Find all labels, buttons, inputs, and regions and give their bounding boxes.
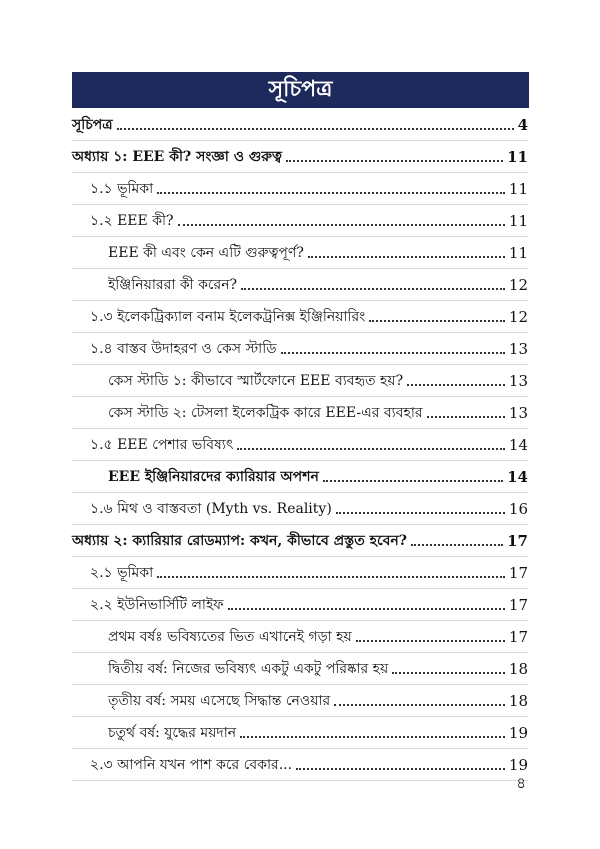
toc-leader-dots (392, 671, 505, 674)
toc-entry[interactable] (90, 564, 528, 582)
toc-row-divider (72, 620, 528, 621)
toc-entry-label: কেস স্টাডি ১: কীভাবে স্মার্টফোনে EEE ব্যবহৃত হয়? (108, 373, 404, 389)
toc-row-divider (72, 652, 528, 653)
toc-entry[interactable] (90, 212, 528, 230)
toc-entry[interactable] (108, 724, 528, 742)
toc-entry-label: EEE কী এবং কেন এটি গুরুত্বপূর্ণ? (108, 245, 304, 261)
toc-row-divider (72, 588, 528, 589)
toc-entry[interactable] (90, 596, 528, 614)
toc-entry[interactable] (90, 340, 528, 358)
toc-entry-page: 17 (508, 564, 528, 582)
toc-row-divider (72, 492, 528, 493)
toc-row-divider (72, 268, 528, 269)
toc-row-divider (72, 204, 528, 205)
toc-entry[interactable] (90, 500, 528, 518)
toc-entry[interactable] (108, 276, 528, 294)
toc-entry[interactable] (108, 468, 528, 486)
toc-entry-page: 17 (508, 596, 528, 614)
toc-entry-page: 4 (517, 116, 528, 134)
toc-entry-page: 16 (508, 500, 528, 518)
toc-row-divider (72, 236, 528, 237)
toc-row-divider (72, 172, 528, 173)
toc-entry-label: ১.৩ ইলেকট্রিক্যাল বনাম ইলেকট্রনিক্স ইঞ্জিনিয়ারিং (90, 309, 366, 325)
toc-entry-page: 19 (508, 724, 528, 742)
toc-entry-page: 19 (508, 756, 528, 774)
toc-row-divider (72, 332, 528, 333)
toc-entry[interactable] (90, 756, 528, 774)
toc-entry-page: 11 (508, 212, 528, 230)
toc-entry[interactable] (108, 628, 528, 646)
page-number: ৪ (516, 774, 526, 792)
toc-entry-label: ১.৬ মিথ ও বাস্তবতা (Myth vs. Reality) (90, 501, 332, 517)
toc-header (72, 72, 529, 108)
toc-leader-dots (157, 191, 505, 194)
toc-entry-page: 17 (508, 628, 528, 646)
toc-leader-dots (228, 607, 505, 610)
toc-row-divider (72, 780, 528, 781)
toc-entry[interactable] (108, 404, 528, 422)
toc-leader-dots (411, 543, 503, 546)
toc-leader-dots (178, 223, 505, 226)
toc-entry-page: 12 (508, 276, 528, 294)
toc-leader-dots (427, 415, 505, 418)
toc-leader-dots (336, 511, 505, 514)
toc-leader-dots (117, 127, 514, 130)
toc-entry-label: চতুর্থ বর্ষ: যুদ্ধের ময়দান (108, 725, 237, 741)
toc-entry-label: তৃতীয় বর্ষ: সময় এসেছে সিদ্ধান্ত নেওয়ার (108, 693, 331, 709)
toc-entry-page: 13 (508, 340, 528, 358)
toc-entry[interactable] (108, 692, 528, 710)
toc-row-divider (72, 524, 528, 525)
toc-leader-dots (323, 479, 503, 482)
toc-leader-dots (237, 447, 505, 450)
toc-title: সূচিপত্র (268, 76, 333, 102)
toc-leader-dots (240, 735, 505, 738)
toc-leader-dots (241, 287, 505, 290)
toc-entry-label: EEE ইঞ্জিনিয়ারদের ক্যারিয়ার অপশন (108, 469, 319, 485)
toc-leader-dots (334, 703, 505, 706)
toc-entry-label: কেস স্টাডি ২: টেসলা ইলেকট্রিক কারে EEE-এর ব্যবহার (108, 405, 423, 421)
toc-entry-label: অধ্যায় ২: ক্যারিয়ার রোডম্যাপ: কখন, কীভাবে প্রস্তুত হবেন? (72, 533, 407, 549)
toc-entry-page: 13 (508, 404, 528, 422)
toc-row-divider (72, 364, 528, 365)
toc-entry-page: 18 (508, 692, 528, 710)
toc-row-divider (72, 716, 528, 717)
toc-leader-dots (281, 351, 505, 354)
toc-entry-label: ২.১ ভূমিকা (90, 565, 154, 581)
toc-entry[interactable] (72, 532, 528, 550)
toc-entry-page: 18 (508, 660, 528, 678)
toc-entry-page: 11 (508, 244, 528, 262)
toc-leader-dots (369, 319, 505, 322)
toc-row-divider (72, 300, 528, 301)
toc-entry[interactable] (108, 372, 528, 390)
toc-entry-label: ১.৪ বাস্তব উদাহরণ ও কেস স্টাডি (90, 341, 277, 357)
toc-leader-dots (286, 159, 503, 162)
toc-entry-label: ২.২ ইউনিভার্সিটি লাইফ (90, 597, 224, 613)
toc-entry-label: প্রথম বর্ষঃ ভবিষ্যতের ভিত এখানেই গড়া হয় (108, 629, 352, 645)
toc-row-divider (72, 684, 528, 685)
toc-entry-label: অধ্যায় ১: EEE কী? সংজ্ঞা ও গুরুত্ব (72, 149, 283, 165)
toc-entry-label: ২.৩ আপনি যখন পাশ করে বেকার... (90, 757, 293, 773)
toc-row-divider (72, 396, 528, 397)
toc-entry-label: ইঞ্জিনিয়াররা কী করেন? (108, 277, 238, 293)
toc-entry-label: ১.২ EEE কী? (90, 213, 174, 229)
toc-row-divider (72, 748, 528, 749)
toc-entry[interactable] (108, 244, 528, 262)
toc-entry-page: 14 (508, 436, 528, 454)
toc-row-divider (72, 460, 528, 461)
toc-entry[interactable] (108, 660, 528, 678)
toc-entry-page: 12 (508, 308, 528, 326)
toc-entry[interactable] (72, 148, 528, 166)
toc-row-divider (72, 428, 528, 429)
toc-leader-dots (296, 767, 505, 770)
toc-entry[interactable] (90, 436, 528, 454)
toc-row-divider (72, 140, 528, 141)
toc-entry[interactable] (90, 180, 528, 198)
toc-entry-label: ১.৫ EEE পেশার ভবিষ্যৎ (90, 437, 234, 453)
toc-leader-dots (407, 383, 505, 386)
toc-entry[interactable] (90, 308, 528, 326)
toc-entry-label: ১.১ ভূমিকা (90, 181, 154, 197)
toc-entry-label: দ্বিতীয় বর্ষ: নিজের ভবিষ্যৎ একটু একটু পরিষ্কার হয় (108, 661, 389, 677)
toc-entry[interactable] (72, 116, 528, 134)
toc-entry-label: সূচিপত্র (72, 117, 113, 133)
toc-entry-page: 11 (508, 180, 528, 198)
toc-leader-dots (356, 639, 505, 642)
toc-entry-page: 17 (507, 532, 528, 550)
toc-entry-page: 13 (508, 372, 528, 390)
toc-row-divider (72, 556, 528, 557)
toc-leader-dots (308, 255, 505, 258)
toc-entry-page: 14 (507, 468, 528, 486)
toc-leader-dots (157, 575, 505, 578)
toc-entry-page: 11 (507, 148, 528, 166)
